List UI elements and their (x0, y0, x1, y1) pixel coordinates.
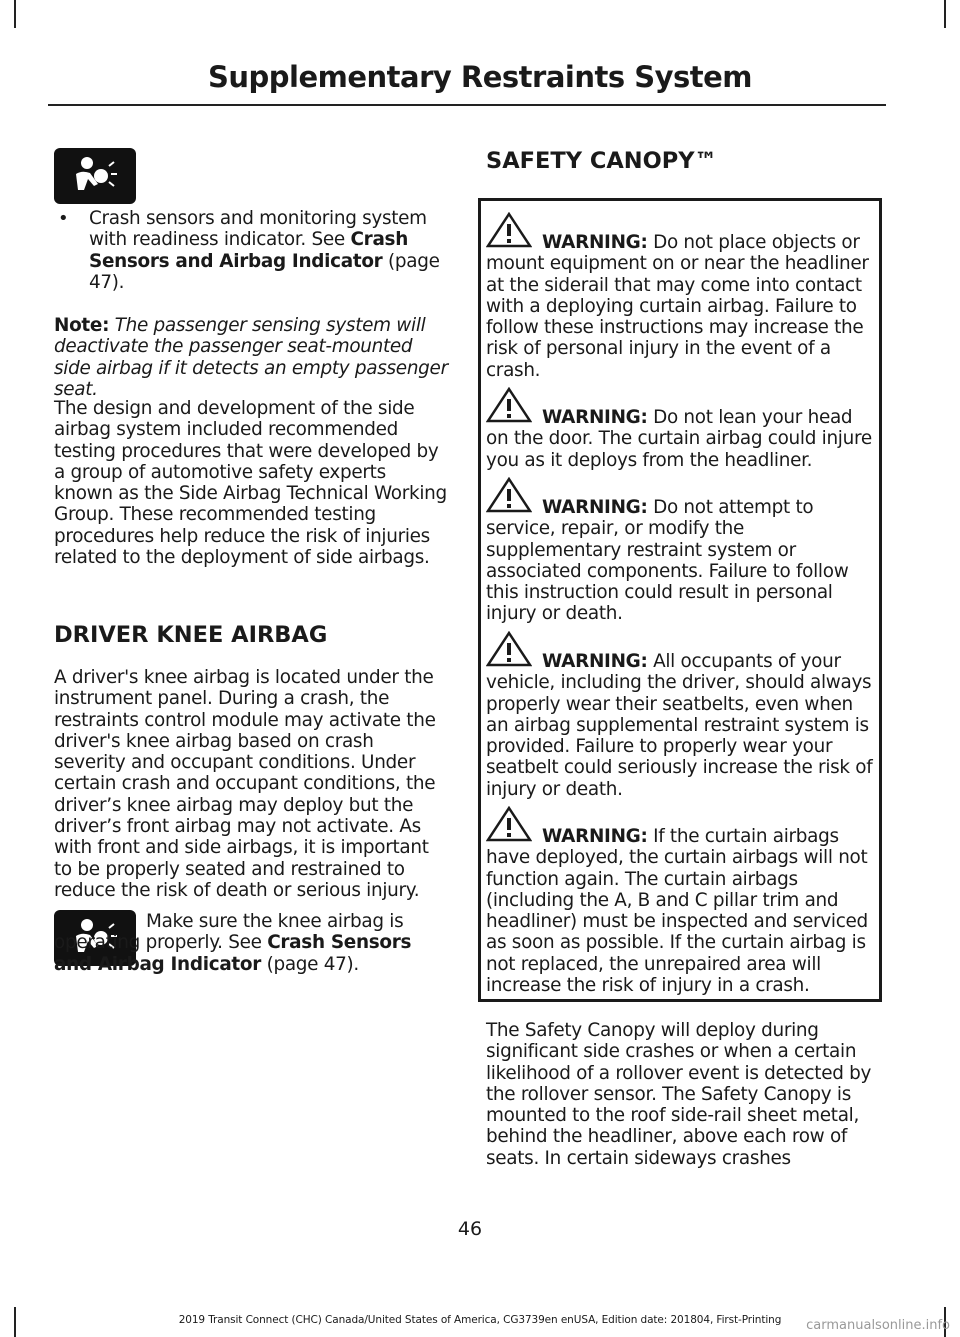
side-airbag-paragraph (54, 398, 450, 568)
bullet-text: Crash sensors and monitoring system with readiness indicator. See (89, 208, 427, 251)
paragraph-text: The design and development of the side airbag system included recommended testing procedures that were developed by a group of automotive safety experts known as the Side Airbag Technical Working Group. These recommended testing procedures help reduce the risk of injuries related to the deployment of side airbags. (54, 398, 447, 569)
bullet-marker: • (58, 208, 69, 229)
header-divider (48, 104, 886, 106)
note-text: The passenger sensing system will deactivate the passenger seat-mounted side airbag if it detects an empty passenger seat. (54, 315, 448, 400)
warning-label: WARNING: (542, 232, 648, 253)
check-text: Make sure the knee airbag is operating properly. See (54, 911, 404, 954)
warning-triangle-icon (486, 387, 532, 423)
page-reference: (page 47). (89, 250, 440, 293)
note-label: Note: (54, 315, 110, 336)
warning-text: Do not place objects or mount equipment on or near the headliner at the siderail that may come into contact with a deploying curtain airbag. Failure to follow these instructions may increase the risk of personal injury in the event of a crash. (486, 232, 869, 381)
warning-label: WARNING: (542, 407, 648, 428)
page-title: Supplementary Restraints System (207, 60, 753, 94)
airbag-warning-icon (54, 148, 136, 204)
paragraph-text: The Safety Canopy will deploy during significant side crashes or when a certain likelihood of a rollover event is detected by the rollover sensor. The Safety Canopy is mounted to the roof side-rail sheet metal, behind the headliner, above each row of seats. In certain sideways crashes (486, 1020, 872, 1169)
page-reference: (page 47). (261, 953, 359, 975)
section-heading-knee-airbag: DRIVER KNEE AIRBAG (54, 622, 328, 648)
crop-mark-top-right (944, 0, 946, 28)
knee-airbag-check (54, 911, 450, 975)
warning-triangle-icon (486, 631, 532, 667)
warning-item (486, 651, 878, 800)
section-heading-safety-canopy: SAFETY CANOPY™ (486, 148, 717, 174)
knee-airbag-paragraph (54, 667, 450, 901)
note (54, 315, 450, 400)
warning-triangle-icon (486, 806, 532, 842)
crop-mark-top-left (14, 0, 16, 28)
warning-triangle-icon (486, 477, 532, 513)
warning-label: WARNING: (542, 826, 648, 847)
warning-text: Do not lean your head on the door. The curtain airbag could injure you as it deploys from the headliner. (486, 407, 872, 471)
cross-reference-link[interactable]: Crash Sensors and Airbag Indicator (54, 932, 412, 975)
safety-canopy-paragraph (486, 1020, 882, 1169)
warning-triangle-icon (486, 212, 532, 248)
warning-text: Do not attempt to service, repair, or modify the supplementary restraint system or associated components. Failure to follow this instruction could result in personal injury or death. (486, 497, 849, 625)
warning-item (486, 407, 878, 471)
warning-item (486, 232, 878, 381)
warning-item (486, 826, 878, 996)
watermark: carmanualsonline.info (806, 1318, 950, 1333)
warning-text: All occupants of your vehicle, including the driver, should always properly wear their seatbelts, even when an airbag supplemental restraint system is provided. Failure to properly wear your seatbelt could seriously increase the risk of injury or death. (486, 651, 873, 800)
page-number: 46 (457, 1218, 483, 1240)
warning-label: WARNING: (542, 651, 648, 672)
warning-label: WARNING: (542, 497, 648, 518)
edition-footer: 2019 Transit Connect (CHC) Canada/United States of America, CG3739en enUSA, Edition date: 201804, First-Printing (178, 1314, 782, 1326)
warning-item (486, 497, 878, 625)
warning-text: If the curtain airbags have deployed, the curtain airbags will not function again. The curtain airbags (including the A, B and C pillar trim and headliner) must be inspected and serviced as soon as possible. If the curtain airbag is not replaced, the unrepaired area will increase the risk of injury in a crash. (486, 826, 868, 997)
list-item (54, 208, 450, 293)
paragraph-text: A driver's knee airbag is located under the instrument panel. During a crash, the restraints control module may activate the driver's knee airbag based on crash severity and occupant conditions. Under certain crash and occupant conditions, the driver’s knee airbag may deploy but the driver’s front airbag may not activate. As with front and side airbags, it is important to be properly seated and restrained to reduce the risk of death or serious injury. (54, 667, 436, 901)
cross-reference-link[interactable]: Crash Sensors and Airbag Indicator (89, 229, 408, 272)
